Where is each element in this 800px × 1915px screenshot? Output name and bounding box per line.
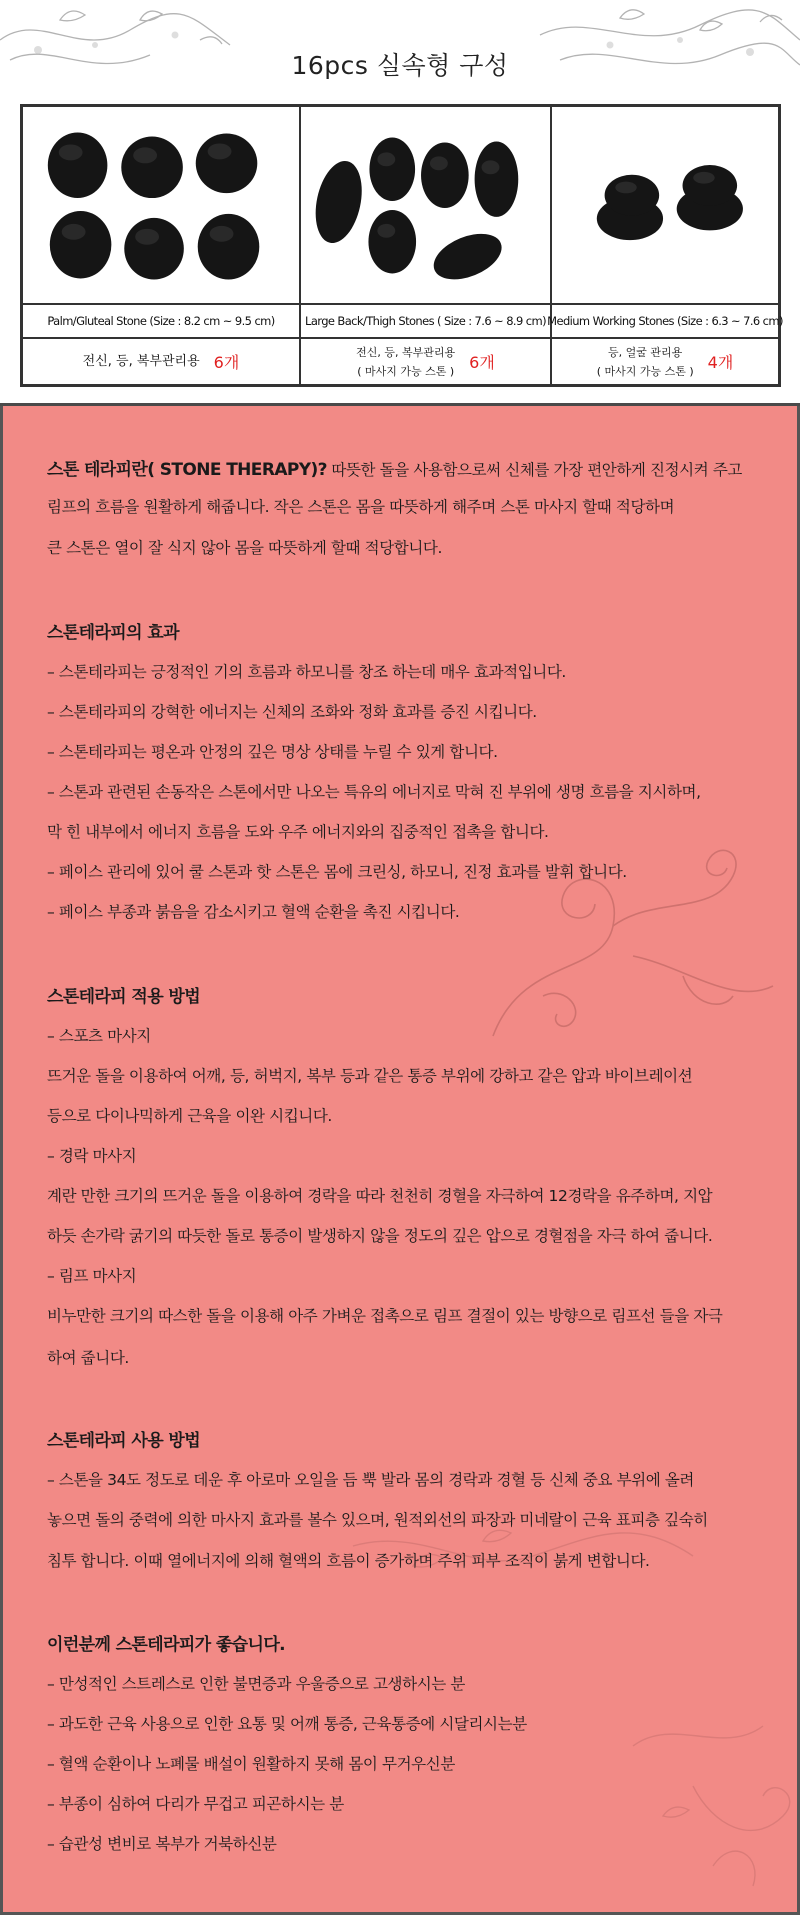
recommend-title: 이런분께 스톤테라피가 좋습니다. bbox=[47, 1635, 286, 1655]
methods-line: – 경락 마사지 bbox=[47, 1147, 137, 1165]
methods-line: 등으로 다이나믹하게 근육을 이완 시킵니다. bbox=[47, 1107, 332, 1125]
methods-line: 하듯 손가락 굵기의 따듯한 돌로 통증이 발생하지 않을 정도의 깊은 압으로 경혈점을 자극 하여 줍니다. bbox=[47, 1227, 713, 1245]
intro-lead: 스톤 테라피란( STONE THERAPY)? bbox=[47, 460, 327, 480]
large-back-stone-use-line1: 전신, 등, 복부관리용 bbox=[356, 345, 456, 359]
medium-working-stone-use-line1: 등, 얼굴 관리용 bbox=[608, 345, 683, 359]
medium-working-stone-use-line2: ( 마사지 가능 스톤 ) bbox=[596, 364, 694, 378]
medium-working-stone-size: Medium Working Stones (Size : 6.3 ~ 7.6 cm) bbox=[552, 303, 778, 339]
stone-column-palm bbox=[23, 107, 301, 384]
effects-line: – 페이스 관리에 있어 쿨 스톤과 핫 스톤은 몸에 크린싱, 하모니, 진정 효과를 발휘 합니다. bbox=[47, 863, 627, 881]
large-back-stone-use bbox=[356, 343, 455, 381]
medium-working-stone-count: 4개 bbox=[707, 353, 734, 372]
methods-line: 뜨거운 돌을 이용하여 어깨, 등, 허벅지, 복부 등과 같은 통증 부위에 강하고 같은 압과 바이브레이션 bbox=[47, 1067, 693, 1085]
palm-stone-use: 전신, 등, 복부관리용 bbox=[82, 354, 200, 369]
intro-text-1: 따뜻한 돌을 사용함으로써 신체를 가장 편안하게 진정시켜 주고 bbox=[326, 461, 742, 479]
description-section bbox=[0, 406, 800, 1915]
intro-line-2: 림프의 흐름을 원활하게 해줍니다. 작은 스톤은 몸을 따뜻하게 해주며 스톤 마사지 할때 적당하며 bbox=[47, 498, 675, 516]
methods-line: – 스포츠 마사지 bbox=[47, 1027, 151, 1045]
effects-line: – 스톤테라피는 긍정적인 기의 흐름과 하모니를 창조 하는데 매우 효과적입니다. bbox=[47, 663, 566, 681]
stone-column-medium-working bbox=[547, 107, 783, 384]
palm-stones-photo bbox=[23, 107, 299, 303]
large-back-stone-size: Large Back/Thigh Stones ( Size : 7.6 ~ 8.9 cm) bbox=[301, 303, 550, 339]
large-back-stone-use-row bbox=[301, 339, 550, 384]
recommend-line: – 혈액 순환이나 노폐물 배설이 원활하지 못해 몸이 무거우신분 bbox=[47, 1755, 455, 1773]
usage-line: – 스톤을 34도 정도로 데운 후 아로마 오일을 듬 뿍 발라 몸의 경락과 경혈 등 신체 중요 부위에 올려 bbox=[47, 1471, 694, 1489]
effects-line: – 스톤과 관련된 손동작은 스톤에서만 나오는 특유의 에너지로 막혀 진 부위에 생명 흐름을 지시하며, bbox=[47, 783, 701, 801]
palm-stone-size: Palm/Gluteal Stone (Size : 8.2 cm ~ 9.5 cm) bbox=[23, 303, 299, 339]
intro-line-1 bbox=[47, 455, 742, 480]
composition-title: 16pcs 실속형 구성 bbox=[291, 51, 509, 80]
usage-line: 놓으면 돌의 중력에 의한 마사지 효과를 볼수 있으며, 원적외선의 파장과 미네랄이 근육 표피층 깊숙히 bbox=[47, 1511, 708, 1529]
methods-line: 비누만한 크기의 따스한 돌을 이용해 아주 가벼운 접촉으로 림프 결절이 있는 방향으로 림프선 들을 자극 bbox=[47, 1307, 723, 1325]
effects-line: – 페이스 부종과 붉음을 감소시키고 혈액 순환을 촉진 시킵니다. bbox=[47, 903, 460, 921]
palm-stone-use-row bbox=[23, 339, 299, 384]
recommend-line: – 습관성 변비로 복부가 거북하신분 bbox=[47, 1835, 277, 1853]
stone-column-large-back bbox=[301, 107, 552, 384]
methods-line: – 림프 마사지 bbox=[47, 1267, 137, 1285]
palm-stone-count: 6개 bbox=[213, 353, 240, 372]
recommend-line: – 과도한 근육 사용으로 인한 요통 및 어깨 통증, 근육통증에 시달리시는분 bbox=[47, 1715, 527, 1733]
composition-panel bbox=[0, 0, 800, 406]
medium-working-stones-photo bbox=[552, 107, 778, 303]
stone-composition-table bbox=[20, 104, 781, 387]
large-back-stone-count: 6개 bbox=[469, 353, 495, 372]
methods-title: 스톤테라피 적용 방법 bbox=[47, 987, 201, 1007]
methods-line: 계란 만한 크기의 뜨거운 돌을 이용하여 경락을 따라 천천히 경혈을 자극하여 12경락을 유주하며, 지압 bbox=[47, 1187, 713, 1205]
recommend-line: – 부종이 심하여 다리가 무겁고 피곤하시는 분 bbox=[47, 1795, 344, 1813]
intro-line-3: 큰 스톤은 열이 잘 식지 않아 몸을 따뜻하게 할때 적당합니다. bbox=[47, 539, 443, 557]
large-back-stones-photo bbox=[301, 107, 550, 303]
large-back-stone-use-line2: ( 마사지 가능 스톤 ) bbox=[357, 364, 455, 378]
medium-working-stone-use-row bbox=[552, 339, 778, 384]
effects-line: – 스톤테라피의 강혁한 에너지는 신체의 조화와 정화 효과를 증진 시킵니다. bbox=[47, 703, 537, 721]
usage-title: 스톤테라피 사용 방법 bbox=[47, 1431, 201, 1451]
effects-line: – 스톤테라피는 평온과 안정의 깊은 명상 상태를 누릴 수 있게 합니다. bbox=[47, 743, 498, 761]
methods-line: 하여 줍니다. bbox=[47, 1349, 129, 1367]
recommend-line: – 만성적인 스트레스로 인한 불면증과 우울증으로 고생하시는 분 bbox=[47, 1675, 465, 1693]
effects-title: 스톤테라피의 효과 bbox=[47, 623, 179, 643]
effects-line: 막 힌 내부에서 에너지 흐름을 도와 우주 에너지와의 집중적인 접촉을 합니다. bbox=[47, 823, 549, 841]
usage-line: 침투 합니다. 이때 열에너지에 의해 혈액의 흐름이 증가하며 주위 피부 조직이 붉게 변합니다. bbox=[47, 1552, 650, 1570]
medium-working-stone-use bbox=[597, 343, 694, 381]
